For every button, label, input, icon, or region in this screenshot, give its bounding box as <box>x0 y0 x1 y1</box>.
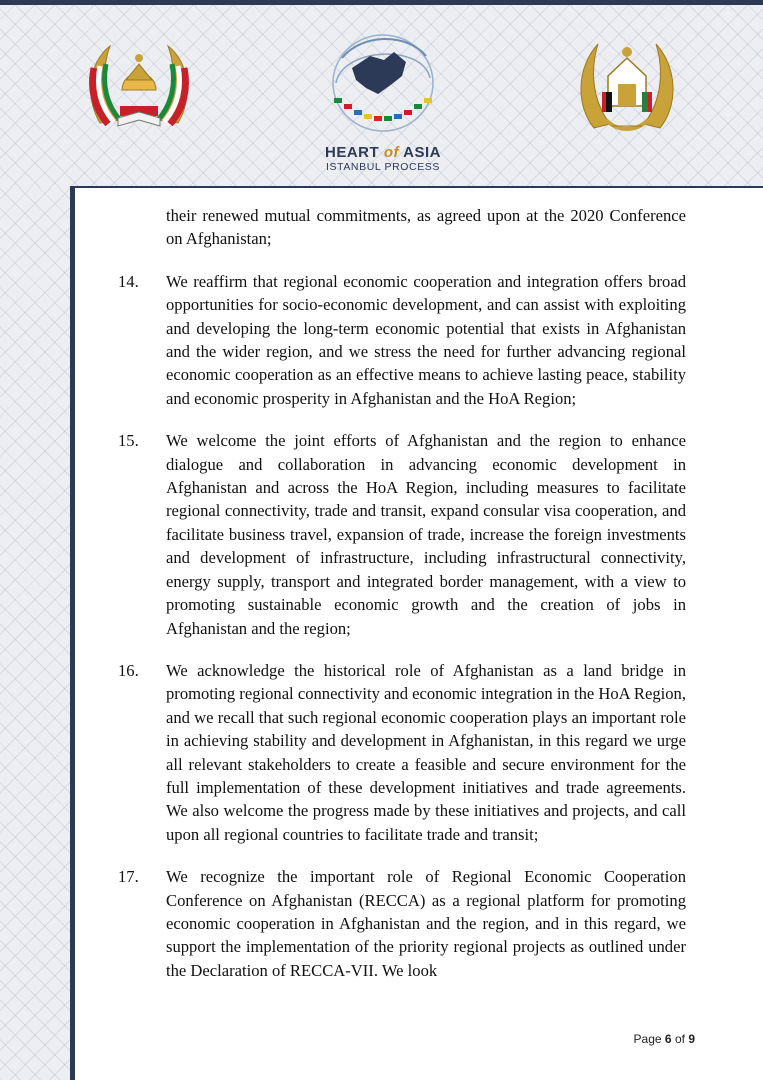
page-label: Page <box>633 1032 662 1046</box>
paragraph-text: We welcome the joint efforts of Afghanistan and the region to enhance dialogue and collaboration in advancing economic development in Afghanistan and across the HoA Region, including measures to facilitate regional connectivity, trade and transit, expand consular visa cooperation, and facilitate business travel, expansion of trade, increase the foreign investments and development of infrastructure, including infrastructural connectivity, energy supply, transport and integrated border management, with a view to promoting sustainable economic growth and the creation of jobs in Afghanistan and the region; <box>166 431 686 638</box>
paragraph-number: 15. <box>118 431 139 451</box>
heart-of-asia-logo-icon <box>322 28 444 138</box>
side-divider <box>70 188 75 1080</box>
logo-title <box>305 144 461 161</box>
page-total: 9 <box>688 1032 695 1046</box>
paragraph-15 <box>118 429 686 640</box>
paragraph-continuation <box>118 204 686 251</box>
paragraph-number: 16. <box>118 660 139 680</box>
paragraph-17 <box>118 865 686 982</box>
document-body <box>118 204 686 982</box>
paragraph-text: We reaffirm that regional economic cooperation and integration offers broad opportunities for socio-economic development, and can assist with exploiting and developing the long-term economic potential that exists in Afghanistan and the wider region, and we stress the need for further advancing regional economic cooperation as an effective means to achieve lasting peace, stability and economic prosperity in Afghanistan and the HoA Region; <box>166 271 686 408</box>
page-of: of <box>674 1032 685 1046</box>
tajikistan-emblem-icon <box>80 28 198 146</box>
paragraph-14 <box>118 270 686 410</box>
logo-subtitle: ISTANBUL PROCESS <box>325 161 441 173</box>
logo-asia: ASIA <box>403 144 441 161</box>
paragraph-text: We acknowledge the historical role of Afghanistan as a land bridge in promoting regional connectivity and economic integration in the HoA Region, and we recall that such regional economic cooperation plays an important role in achieving stability and development in Afghanistan, in this regard we urge all relevant stakeholders to create a feasible and secure environment for the full implementation of these development initiatives and trade agreements. We also welcome the progress made by these initiatives and projects, and call upon all regional countries to facilitate trade and transit; <box>166 660 686 844</box>
page-current: 6 <box>664 1032 672 1046</box>
logo-heart: HEART <box>325 144 380 161</box>
paragraph-text: We recognize the important role of Regional Economic Cooperation Conference on Afghanistan (RECCA) as a regional platform for promoting economic cooperation in Afghanistan and the region, and in this regard, we support the implementation of the priority regional projects as outlined under the Declaration of RECCA-VII. We look <box>166 867 686 980</box>
paragraph-16 <box>118 659 686 846</box>
page-number <box>610 1032 695 1046</box>
logo-of: of <box>383 144 400 161</box>
paragraph-number: 14. <box>118 271 139 291</box>
header-divider <box>70 186 763 188</box>
heart-of-asia-wordmark <box>305 144 461 174</box>
paragraph-text: their renewed mutual commitments, as agreed upon at the 2020 Conference on Afghanistan; <box>166 206 686 249</box>
paragraph-number: 17. <box>118 867 139 887</box>
afghanistan-emblem-icon <box>572 28 682 146</box>
side-pattern <box>0 188 70 1080</box>
